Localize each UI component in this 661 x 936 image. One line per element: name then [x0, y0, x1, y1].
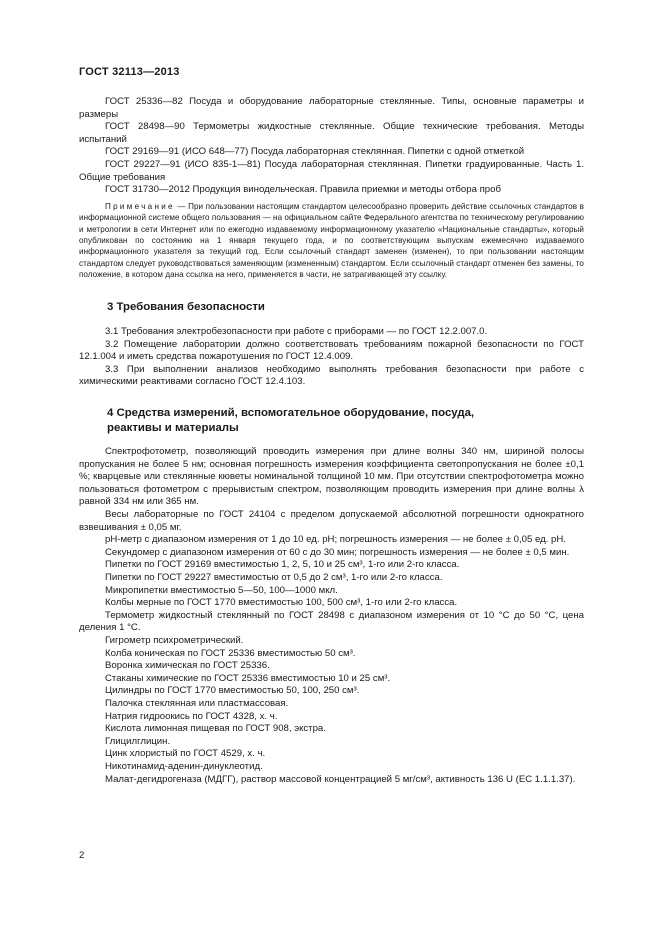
note-label: Примечание: [105, 201, 175, 211]
reference-item: ГОСТ 31730—2012 Продукция винодельческая. Правила приемки и методы отбора проб: [105, 184, 501, 196]
equipment-item: Пипетки по ГОСТ 29227 вместимостью от 0,5 до 2 см³, 1-го или 2-го класса.: [105, 572, 443, 583]
equipment-item: Воронка химическая по ГОСТ 25336.: [105, 660, 270, 672]
equipment-item: Натрия гидроокись по ГОСТ 4328, х. ч.: [105, 710, 278, 722]
equipment-item: Гигрометр психрометрический.: [105, 634, 244, 646]
equipment-item: Пипетки по ГОСТ 29169 вместимостью 1, 2, 5, 10 и 25 см³, 1-го или 2-го класса.: [105, 559, 460, 571]
section-4-heading-line2: реактивы и материалы: [107, 421, 239, 434]
equipment-item: Стаканы химические по ГОСТ 25336 вместимостью 10 и 25 см³.: [105, 672, 391, 684]
note-text: — При пользовании настоящим стандартом целесообразно проверить действие ссылочных стандартов в информационной системе общего пользования — на официальном сайте Федерального агентства по техническому регулированию и метрологии в сети Интернет или по ежегодно издаваемому информационному указателю «Национальные стандарты», который опубликован по состоянию на 1 января текущего года, и по соответствующим выпускам ежемесячно издаваемого информационного указателя за текущий год. Если ссылочный стандарт заменен (изменен), то при пользовании настоящим стандартом следует руководствоваться заменяющим (измененным) стандартом. Если ссылочный стандарт отменен без замены, то положение, в котором дана ссылка на него, применяется в части, не затрагивающей эту ссылку.: [79, 201, 584, 280]
equipment-item: Колбы мерные по ГОСТ 1770 вместимостью 100, 500 см³, 1-го или 2-го класса.: [105, 597, 458, 609]
note-paragraph: [79, 201, 584, 281]
section-3-paragraph: 3.1 Требования электробезопасности при работе с приборами — по ГОСТ 12.2.007.0.: [105, 326, 488, 338]
section-3-body: [79, 326, 584, 389]
section-4-heading-line1: 4 Средства измерений, вспомогательное оборудование, посуда,: [107, 407, 475, 420]
equipment-item: Никотинамид-аденин-динуклеотид.: [105, 760, 263, 772]
section-3-heading: 3 Требования безопасности: [107, 300, 265, 313]
equipment-item: Секундомер с диапазоном измерения от 60 с до 30 мин; погрешность измерения — не более ± 0,5 мин.: [105, 546, 570, 558]
reference-item: ГОСТ 25336—82 Посуда и оборудование лабораторные стеклянные. Типы, основные параметры и размеры: [79, 96, 584, 120]
equipment-item: pH-метр с диапазоном измерения от 1 до 10 ед. pH; погрешность измерения — не более ± 0,05 ед. pH.: [105, 534, 566, 546]
equipment-item: Микропипетки вместимостью 5—50, 100—1000 мкл.: [105, 584, 338, 596]
document-header: ГОСТ 32113—2013: [79, 66, 180, 78]
section-4-body: [79, 446, 584, 786]
equipment-item: Весы лабораторные по ГОСТ 24104 с пределом допускаемой абсолютной погрешности однократного взвешивания ± 0,05 мг.: [79, 509, 584, 533]
equipment-item: Малат-дегидрогеназа (МДГГ), раствор массовой концентрацией 5 мг/см³, активность 136 U (ЕС 1.1.1.37).: [105, 773, 576, 785]
equipment-item: Кислота лимонная пищевая по ГОСТ 908, экстра.: [105, 723, 326, 735]
equipment-item: Колба коническая по ГОСТ 25336 вместимостью 50 см³.: [105, 647, 356, 659]
page-number: 2: [79, 850, 85, 861]
equipment-item: Цинк хлористый по ГОСТ 4529, х. ч.: [105, 748, 266, 760]
section-3-paragraph: 3.3 При выполнении анализов необходимо выполнять требования безопасности при работе с химическими реактивами согласно ГОСТ 12.4.103.: [79, 363, 584, 388]
equipment-item: Цилиндры по ГОСТ 1770 вместимостью 50, 100, 250 см³.: [105, 685, 360, 697]
equipment-item: Глицилглицин.: [105, 735, 171, 747]
equipment-item: Спектрофотометр, позволяющий проводить измерения при длине волны 340 нм, шириной полосы пропускания не более 5 нм; основная погрешность измерения коэффициента светопропускания не более ±0,1 %; кварцевые или стеклянные кюветы номинальной толщиной 10 мм. При отсутствии спектрофотометра можно пользоваться фотометром с прерывистым спектром, позволяющим проводить измерения при длине волны λ равной 334 нм или 365 нм.: [79, 446, 584, 508]
equipment-item: Термометр жидкостный стеклянный по ГОСТ 28498 с диапазоном измерения от 10 °С до 50 °С, цена деления 1 °С.: [79, 609, 584, 634]
section-4-heading: [79, 406, 584, 435]
normative-references: [79, 96, 584, 197]
reference-item: ГОСТ 28498—90 Термометры жидкостные стеклянные. Общие технические требования. Методы испытаний: [79, 121, 584, 145]
equipment-item: Палочка стеклянная или пластмассовая.: [105, 697, 289, 709]
reference-item: ГОСТ 29169—91 (ИСО 648—77) Посуда лабораторная стеклянная. Пипетки с одной отметкой: [105, 146, 525, 158]
reference-item: ГОСТ 29227—91 (ИСО 835-1—81) Посуда лабораторная стеклянная. Пипетки градуированные. Часть 1. Общие требования: [79, 158, 584, 183]
section-3-paragraph: 3.2 Помещение лаборатории должно соответствовать требованиям пожарной безопасности по ГОСТ 12.1.004 и иметь средства пожаротушения по ГОСТ 12.4.009.: [79, 338, 584, 363]
page-body: [79, 96, 584, 786]
